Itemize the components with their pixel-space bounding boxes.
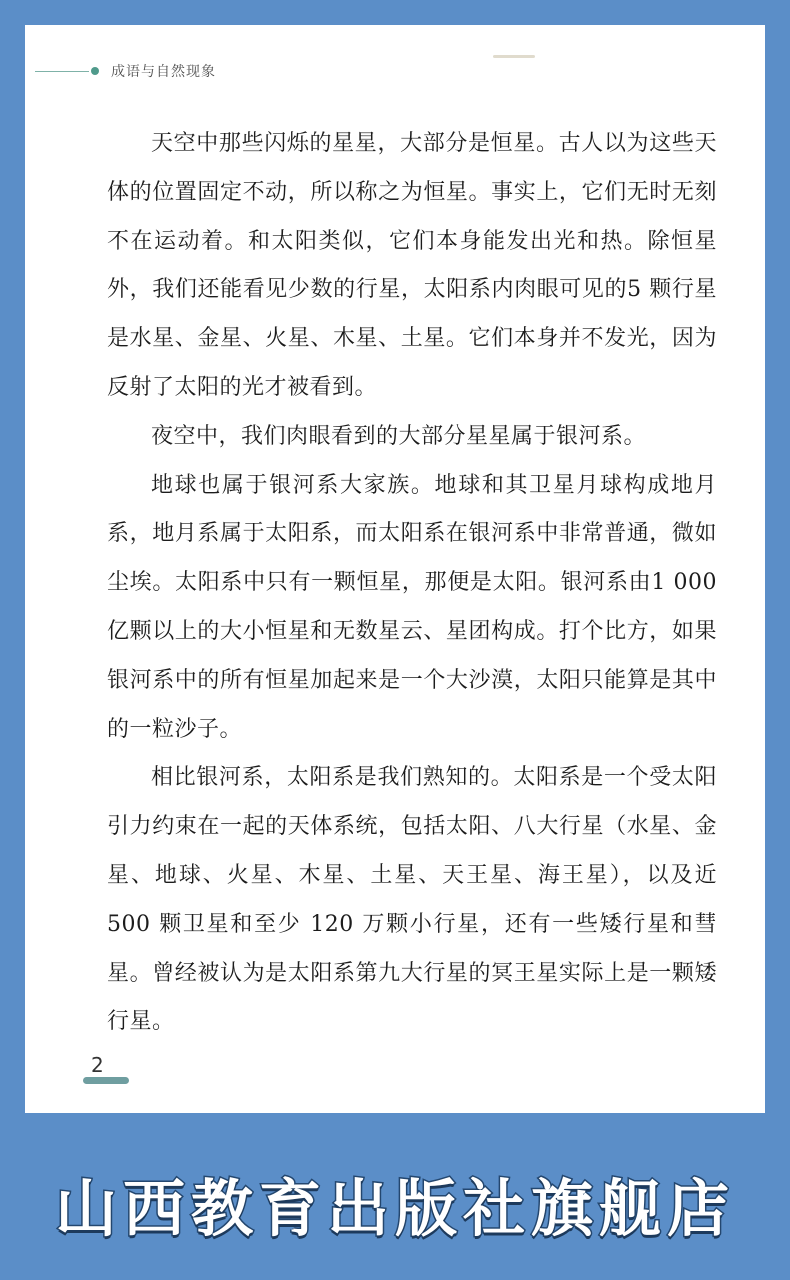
header-dot-icon xyxy=(91,67,99,75)
store-banner xyxy=(0,1113,790,1280)
book-page xyxy=(25,25,765,1113)
paragraph-stars: 天空中那些闪烁的星星，大部分是恒星。古人以为这些天体的位置固定不动，所以称之为恒星。事实上，它们无时无刻不在运动着。和太阳类似，它们本身能发出光和热。除恒星外，我们还能看见少数的行星，太阳系内肉眼可见的5 颗行星是水星、金星、火星、木星、土星。它们本身并不发光，因为反射了太阳的光才被看到。 xyxy=(107,131,717,400)
running-header xyxy=(35,61,216,81)
paragraph-solar-system: 相比银河系，太阳系是我们熟知的。太阳系是一个受太阳引力约束在一起的天体系统，包括太阳、八大行星（水星、金星、地球、火星、木星、土星、天王星、海王星），以及近500 颗卫星和至少 120 万颗小行星，还有一些矮行星和彗星。曾经被认为是太阳系第九大行星的冥王星实际上是一颗矮行星。 xyxy=(107,765,717,1035)
page-number-decoration xyxy=(83,1077,129,1084)
paragraph-night-sky: 夜空中，我们肉眼看到的大部分星星属于银河系。 xyxy=(151,423,647,449)
chapter-title: 成语与自然现象 xyxy=(111,64,216,80)
paragraph-milky-way: 地球也属于银河系大家族。地球和其卫星月球构成地月系，地月系属于太阳系，而太阳系在银河系中非常普通，微如尘埃。太阳系中只有一颗恒星，那便是太阳。银河系由1 000 亿颗以上的大小恒星和无数星云、星团构成。打个比方，如果银河系中的所有恒星加起来是一个大沙漠，太阳只能算是其中的一粒沙子。 xyxy=(107,472,717,742)
store-name: 山西教育出版社旗舰店 xyxy=(54,1172,735,1245)
body-text xyxy=(107,120,717,1047)
print-smudge xyxy=(493,55,535,58)
page-number: 2 xyxy=(91,1053,104,1077)
header-rule xyxy=(35,71,89,72)
